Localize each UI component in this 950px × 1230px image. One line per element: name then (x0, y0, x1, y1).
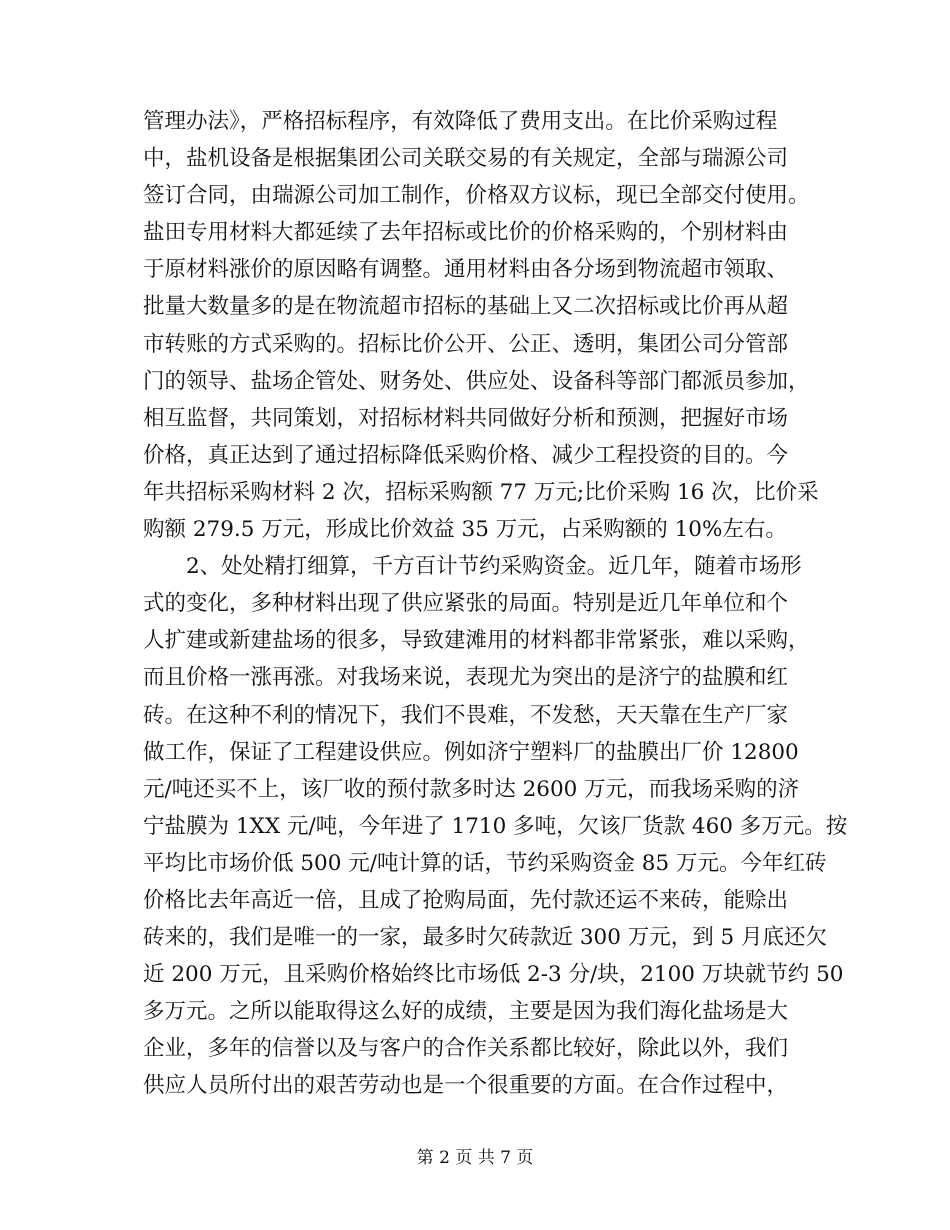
paragraph-start-line: 2、处处精打细算，千方百计节约采购资金。近几年，随着市场形 (186, 554, 802, 580)
text-line: 年共招标采购材料 2 次，招标采购额 77 万元;比价采购 16 次，比价采 (143, 479, 819, 505)
text-line: 平均比市场价低 500 元/吨计算的话，节约采购资金 85 万元。今年红砖 (143, 850, 827, 876)
text-line: 市转账的方式采购的。招标比价公开、公正、透明，集团公司分管部 (143, 331, 789, 357)
page-footer: 第 2 页 共 7 页 (416, 1148, 534, 1168)
text-line: 宁盐膜为 1XX 元/吨，今年进了 1710 多吨，欠该厂货款 460 多万元。按 (143, 813, 848, 839)
text-line: 人扩建或新建盐场的很多，导致建滩用的材料都非常紧张，难以采购， (143, 628, 810, 654)
text-line: 做工作，保证了工程建设供应。例如济宁塑料厂的盐膜出厂价 12800 (143, 739, 799, 765)
text-line: 式的变化，多种材料出现了供应紧张的局面。特别是近几年单位和个 (143, 591, 789, 617)
text-line: 价格，真正达到了通过招标降低采购价格、减少工程投资的目的。今 (143, 442, 789, 468)
text-line: 砖来的，我们是唯一的一家，最多时欠砖款近 300 万元，到 5 月底还欠 (143, 925, 828, 951)
text-line: 企业，多年的信誉以及与客户的合作关系都比较好，除此以外，我们 (143, 1036, 789, 1062)
text-line: 砖。在这种不利的情况下，我们不畏难，不发愁，天天靠在生产厂家 (143, 702, 789, 728)
text-line: 而且价格一涨再涨。对我场来说，表现尤为突出的是济宁的盐膜和红 (143, 665, 789, 691)
text-line: 管理办法》，严格招标程序，有效降低了费用支出。在比价采购过程 (143, 109, 778, 134)
text-line: 盐田专用材料大都延续了去年招标或比价的价格采购的，个别材料由 (143, 220, 789, 246)
text-line: 中，盐机设备是根据集团公司关联交易的有关规定，全部与瑞源公司 (143, 146, 789, 172)
text-line: 批量大数量多的是在物流超市招标的基础上又二次招标或比价再从超 (143, 294, 789, 320)
text-line: 多万元。之所以能取得这么好的成绩，主要是因为我们海化盐场是大 (143, 999, 789, 1025)
text-line: 供应人员所付出的艰苦劳动也是一个很重要的方面。在合作过程中， (143, 1073, 789, 1099)
body-text (143, 103, 848, 1105)
text-line: 签订合同，由瑞源公司加工制作，价格双方议标，现已全部交付使用。 (143, 183, 810, 209)
text-line: 相互监督，共同策划，对招标材料共同做好分析和预测，把握好市场 (143, 405, 789, 431)
text-line: 门的领导、盐场企管处、财务处、供应处、设备科等部门都派员参加， (143, 368, 810, 394)
text-line: 近 200 万元，且采购价格始终比市场低 2-3 分/块，2100 万块就节约 50 (143, 962, 844, 988)
text-line: 元/吨还买不上，该厂收的预付款多时达 2600 万元，而我场采购的济 (143, 776, 800, 802)
text-line: 价格比去年高近一倍，且成了抢购局面，先付款还运不来砖，能赊出 (143, 887, 789, 913)
text-line: 购额 279.5 万元，形成比价效益 35 万元，占采购额的 10%左右。 (143, 517, 787, 543)
text-line: 于原材料涨价的原因略有调整。通用材料由各分场到物流超市领取、 (143, 257, 789, 283)
